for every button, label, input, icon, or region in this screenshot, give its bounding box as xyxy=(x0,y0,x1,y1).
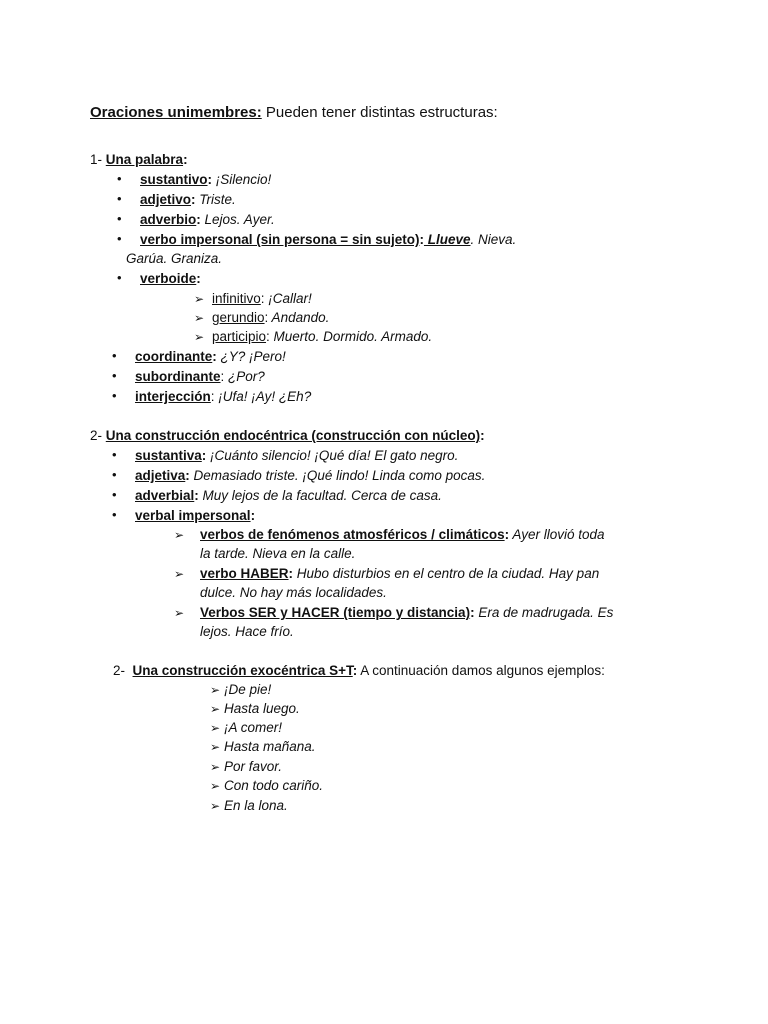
item-example: Muerto. Dormido. Armado. xyxy=(269,329,433,344)
section-title: Una palabra xyxy=(105,152,184,167)
list-item xyxy=(140,211,275,229)
arrow-icon: ➢ xyxy=(174,528,185,542)
list-item xyxy=(135,368,265,386)
bullet-icon: • xyxy=(112,487,117,502)
arrow-icon: ➢ xyxy=(194,311,205,325)
colon: : xyxy=(185,468,190,483)
bullet-icon: • xyxy=(112,368,117,383)
arrow-icon: ➢ xyxy=(210,760,221,774)
title-subtitle: Pueden tener distintas estructuras: xyxy=(261,104,498,121)
list-item xyxy=(135,507,255,525)
item-example: Andando. xyxy=(268,310,330,325)
colon: : xyxy=(260,291,265,306)
section-number: 2- xyxy=(90,428,103,443)
item-label: verboide xyxy=(140,271,197,286)
colon: : xyxy=(288,566,294,581)
section-intro: A continuación damos algunos ejemplos: xyxy=(357,663,605,678)
bullet-icon: • xyxy=(117,270,122,285)
section-title: Una construcción endocéntrica (construcción con núcleo) xyxy=(105,428,481,443)
sub-list-item xyxy=(174,565,599,583)
example-text: Con todo cariño. xyxy=(224,778,324,793)
example-text: ¡De pie! xyxy=(224,682,272,697)
arrow-icon: ➢ xyxy=(210,702,221,716)
colon: : xyxy=(196,212,201,227)
item-label: participio xyxy=(212,329,267,344)
example-text: Hasta mañana. xyxy=(224,739,316,754)
arrow-icon: ➢ xyxy=(210,721,221,735)
bullet-icon: • xyxy=(112,507,117,522)
item-example: ¿Y? ¡Pero! xyxy=(216,349,286,364)
list-item xyxy=(140,171,271,189)
item-label: sustantiva xyxy=(135,448,202,463)
colon: : xyxy=(266,329,270,344)
item-label: interjección xyxy=(135,389,211,404)
bullet-icon: • xyxy=(117,231,122,246)
section-number: 2- xyxy=(113,663,126,678)
bullet-icon: • xyxy=(112,388,117,403)
colon: : xyxy=(264,310,269,325)
item-example: ¡Ufa! ¡Ay! ¿Eh? xyxy=(214,389,312,404)
section-2-heading xyxy=(90,427,485,445)
bullet-icon: • xyxy=(117,191,122,206)
colon: : xyxy=(183,152,188,167)
example-item xyxy=(210,700,300,718)
list-item xyxy=(135,467,485,485)
item-example-bold: Llueve xyxy=(423,232,471,247)
colon: : xyxy=(201,448,207,463)
colon: : xyxy=(470,605,475,620)
colon: : xyxy=(250,508,256,523)
title-heading: Oraciones unimembres: xyxy=(90,104,262,121)
item-label: sustantivo xyxy=(140,172,208,187)
colon: : xyxy=(210,389,215,404)
bullet-icon: • xyxy=(117,211,122,226)
item-example: ¡Callar! xyxy=(264,291,312,306)
item-continuation: Garúa. Graniza. xyxy=(126,251,223,266)
item-example: Era de madrugada. Es xyxy=(474,605,614,620)
sub-list-item xyxy=(174,526,605,544)
example-text: En la lona. xyxy=(224,798,288,813)
example-text: Hasta luego. xyxy=(224,701,300,716)
sub-list-item xyxy=(174,604,613,622)
item-label: infinitivo xyxy=(212,291,261,306)
item-label: verbos de fenómenos atmosféricos / climáticos xyxy=(200,527,505,542)
arrow-icon: ➢ xyxy=(174,606,185,620)
bullet-icon: • xyxy=(112,467,117,482)
item-example: ¿Por? xyxy=(224,369,265,384)
item-example: Lejos. Ayer. xyxy=(200,212,275,227)
item-example: ¡Cuánto silencio! ¡Qué día! El gato negro. xyxy=(206,448,459,463)
sub-list-item xyxy=(194,328,432,346)
arrow-icon: ➢ xyxy=(210,779,221,793)
colon: : xyxy=(207,172,213,187)
arrow-icon: ➢ xyxy=(210,740,221,754)
item-continuation: dulce. No hay más localidades. xyxy=(200,585,387,600)
item-example: . Nieva. xyxy=(470,232,517,247)
item-label: adjetivo xyxy=(140,192,192,207)
example-text: ¡A comer! xyxy=(224,720,283,735)
list-item xyxy=(140,270,201,288)
item-example: Demasiado triste. ¡Qué lindo! Linda como pocas. xyxy=(189,468,486,483)
colon: : xyxy=(419,232,424,247)
colon: : xyxy=(194,488,199,503)
example-item xyxy=(210,777,323,795)
item-example: Triste. xyxy=(195,192,236,207)
bullet-icon: • xyxy=(112,348,117,363)
list-item xyxy=(135,348,286,366)
example-item xyxy=(210,738,316,756)
arrow-icon: ➢ xyxy=(210,799,221,813)
item-example: Muy lejos de la facultad. Cerca de casa. xyxy=(198,488,442,503)
sub-list-item xyxy=(194,309,329,327)
arrow-icon: ➢ xyxy=(194,330,205,344)
colon: : xyxy=(352,663,358,678)
item-label: Verbos SER y HACER (tiempo y distancia) xyxy=(200,605,471,620)
bullet-icon: • xyxy=(117,171,122,186)
list-item xyxy=(135,487,442,505)
document-title xyxy=(90,104,498,122)
item-label: subordinante xyxy=(135,369,221,384)
item-label: adverbial xyxy=(135,488,195,503)
section-number: 1- xyxy=(90,152,103,167)
example-item xyxy=(210,797,288,815)
item-label: verbo impersonal (sin persona = sin sujeto) xyxy=(140,232,420,247)
item-label: verbal impersonal xyxy=(135,508,251,523)
item-label: coordinante xyxy=(135,349,213,364)
list-item xyxy=(135,388,311,406)
bullet-icon: • xyxy=(112,447,117,462)
colon: : xyxy=(212,349,217,364)
item-continuation: la tarde. Nieva en la calle. xyxy=(200,546,356,561)
colon: : xyxy=(504,527,510,542)
list-item xyxy=(135,447,458,465)
arrow-icon: ➢ xyxy=(210,683,221,697)
item-continuation: lejos. Hace frío. xyxy=(200,624,294,639)
colon: : xyxy=(191,192,196,207)
example-item xyxy=(210,719,282,737)
item-example: ¡Silencio! xyxy=(212,172,272,187)
example-text: Por favor. xyxy=(224,759,283,774)
item-label: gerundio xyxy=(212,310,265,325)
section-title: Una construcción exocéntrica S+T xyxy=(132,663,353,678)
example-item xyxy=(210,681,271,699)
sub-list-item xyxy=(194,290,312,308)
list-item xyxy=(140,231,516,249)
item-label: verbo HABER xyxy=(200,566,289,581)
colon: : xyxy=(220,369,225,384)
example-item xyxy=(210,758,282,776)
item-label: adverbio xyxy=(140,212,197,227)
item-label: adjetiva xyxy=(135,468,186,483)
colon: : xyxy=(480,428,485,443)
section-1-heading xyxy=(90,151,188,169)
arrow-icon: ➢ xyxy=(194,292,205,306)
item-example: Ayer llovió toda xyxy=(509,527,605,542)
colon: : xyxy=(196,271,201,286)
arrow-icon: ➢ xyxy=(174,567,185,581)
section-3-heading xyxy=(113,662,605,680)
item-example: Hubo disturbios en el centro de la ciudad. Hay pan xyxy=(293,566,600,581)
list-item xyxy=(140,191,236,209)
